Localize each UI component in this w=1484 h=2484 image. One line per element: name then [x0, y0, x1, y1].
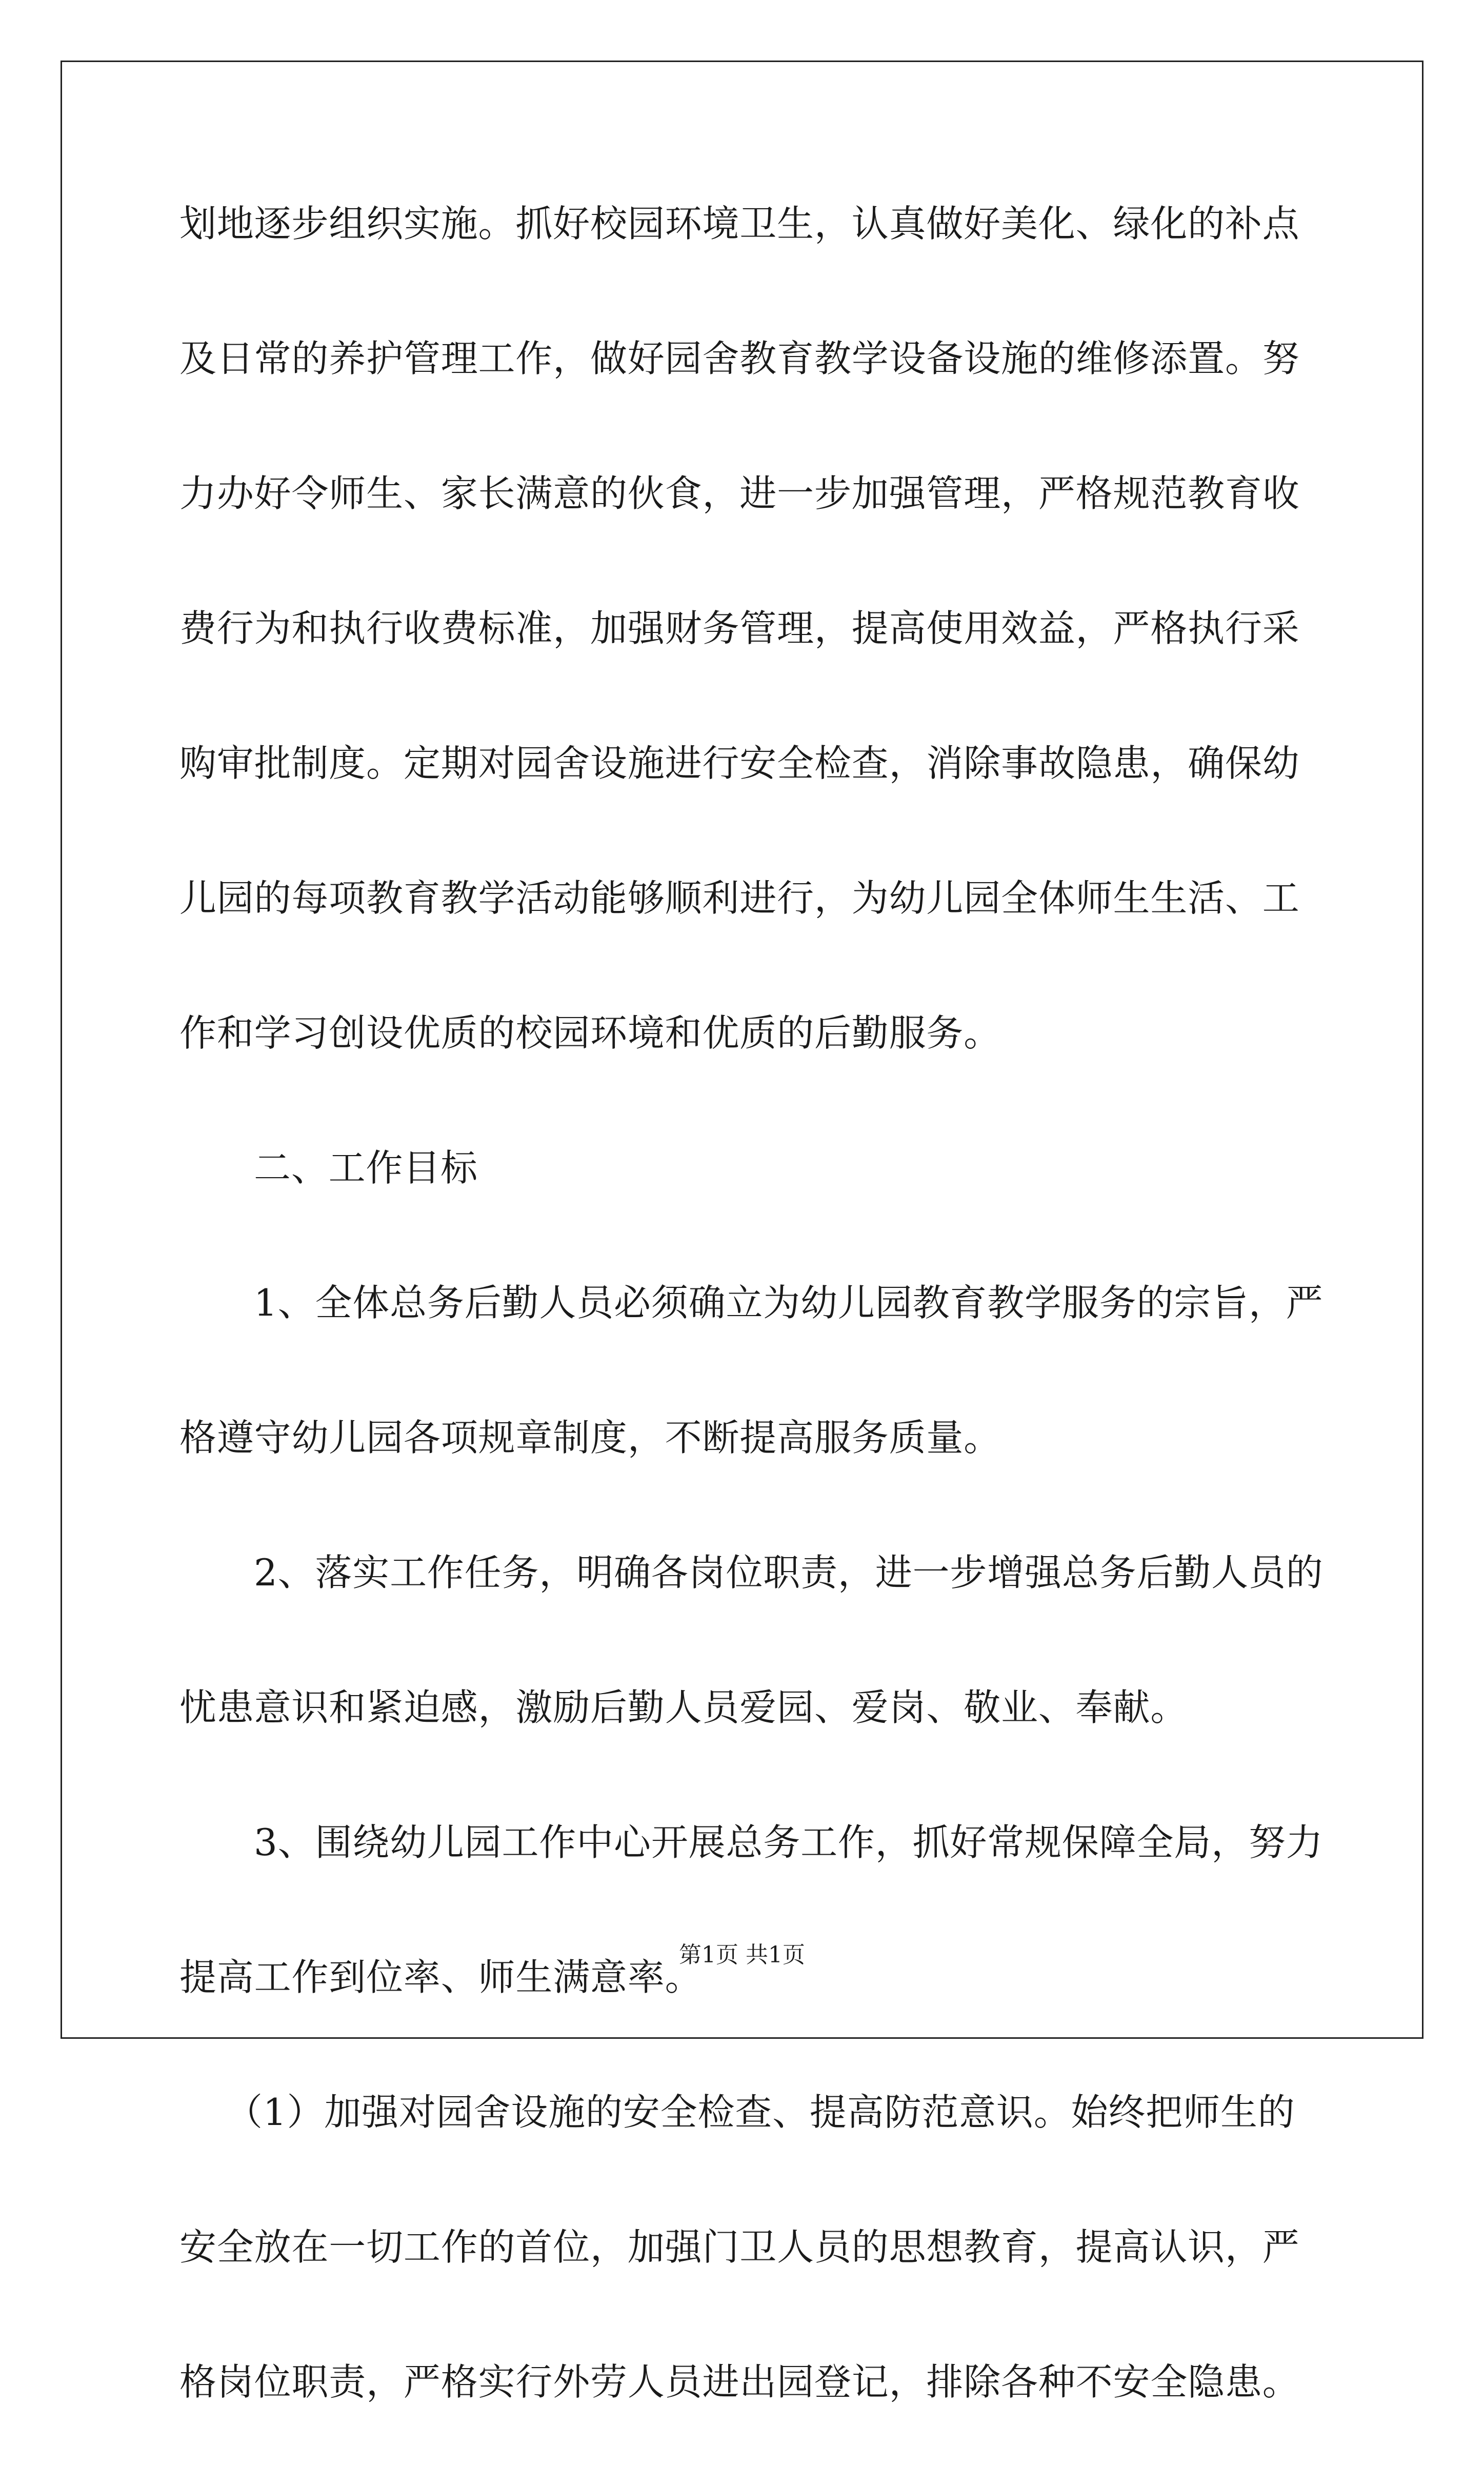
text-line: 1、全体总务后勤人员必须确立为幼儿园教育教学服务的宗旨，严: [254, 1281, 1323, 1324]
text-line: 作和学习创设优质的校园环境和优质的后勤服务。: [179, 1011, 1001, 1055]
text-line: （1）加强对园舍设施的安全检查、提高防范意识。始终把师生的: [226, 2091, 1295, 2134]
section-heading: 二、工作目标: [254, 1146, 478, 1189]
text-line: 划地逐步组织实施。抓好校园环境卫生，认真做好美化、绿化的补点: [179, 202, 1300, 245]
text-line: 儿园的每项教育教学活动能够顺利进行，为幼儿园全体师生生活、工: [179, 877, 1300, 920]
text-line: 购审批制度。定期对园舍设施进行安全检查，消除事故隐患，确保幼: [179, 742, 1300, 785]
text-line: 及日常的养护管理工作，做好园舍教育教学设备设施的维修添置。努: [179, 337, 1300, 380]
text-line: 2、落实工作任务，明确各岗位职责，进一步增强总务后勤人员的: [254, 1551, 1323, 1594]
page-footer: 第1页 共1页: [679, 1942, 805, 1968]
text-line: 格遵守幼儿园各项规章制度，不断提高服务质量。: [179, 1416, 1001, 1459]
text-line: 费行为和执行收费标准，加强财务管理，提高使用效益，严格执行采: [179, 607, 1300, 650]
document-body: [179, 191, 1323, 2484]
text-line: 力办好令师生、家长满意的伙食，进一步加强管理，严格规范教育收: [179, 472, 1300, 515]
text-line: 提高工作到位率、师生满意率。: [179, 1956, 703, 1999]
text-line: 3、围绕幼儿园工作中心开展总务工作，抓好常规保障全局，努力: [254, 1821, 1323, 1864]
text-line: 格岗位职责，严格实行外劳人员进出园登记，排除各种不安全隐患。: [179, 2360, 1300, 2403]
text-line: 安全放在一切工作的首位，加强门卫人员的思想教育，提高认识，严: [179, 2225, 1300, 2269]
text-line: 忧患意识和紧迫感，激励后勤人员爱园、爱岗、敬业、奉献。: [179, 1686, 1188, 1729]
